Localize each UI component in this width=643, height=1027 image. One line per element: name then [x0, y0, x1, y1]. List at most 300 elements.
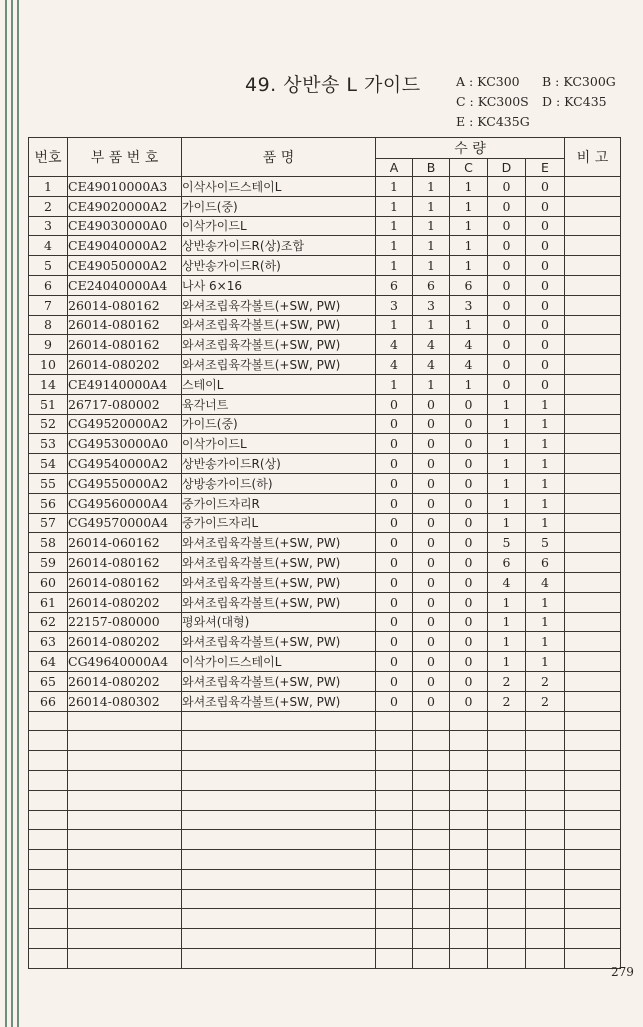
cell-qty-a: 1 — [376, 236, 413, 256]
model-legend-row — [456, 112, 641, 132]
cell-no: 3 — [29, 216, 68, 236]
cell-qty-b: 0 — [413, 691, 450, 711]
cell-qty-a: 1 — [376, 374, 413, 394]
table-row — [29, 473, 621, 493]
cell-remark — [565, 473, 621, 493]
cell-qty-c: 1 — [450, 177, 488, 197]
cell-no — [29, 810, 68, 830]
cell-part-no: CE49040000A2 — [68, 236, 182, 256]
cell-qty-c: 0 — [450, 652, 488, 672]
cell-part-no: CE49140000A4 — [68, 374, 182, 394]
table-row — [29, 335, 621, 355]
model-code: D : KC435 — [542, 94, 607, 109]
table-row — [29, 414, 621, 434]
cell-remark — [565, 394, 621, 414]
cell-qty-c: 0 — [450, 632, 488, 652]
table-row — [29, 216, 621, 236]
cell-remark — [565, 691, 621, 711]
cell-qty-b — [413, 830, 450, 850]
cell-name: 와셔조립육각볼트(+SW, PW) — [182, 592, 376, 612]
cell-qty-e — [526, 869, 565, 889]
cell-name: 스테이L — [182, 374, 376, 394]
cell-qty-c: 0 — [450, 454, 488, 474]
cell-qty-b: 0 — [413, 513, 450, 533]
cell-qty-d: 0 — [488, 374, 526, 394]
cell-remark — [565, 869, 621, 889]
cell-qty-c: 1 — [450, 196, 488, 216]
cell-qty-b: 0 — [413, 572, 450, 592]
cell-qty-b: 1 — [413, 216, 450, 236]
cell-qty-a: 0 — [376, 691, 413, 711]
cell-qty-e: 0 — [526, 355, 565, 375]
cell-remark — [565, 414, 621, 434]
cell-name — [182, 770, 376, 790]
table-row — [29, 315, 621, 335]
empty-row — [29, 929, 621, 949]
cell-qty-e: 1 — [526, 632, 565, 652]
cell-qty-d: 1 — [488, 394, 526, 414]
cell-qty-e: 1 — [526, 394, 565, 414]
cell-qty-e: 0 — [526, 374, 565, 394]
empty-row — [29, 790, 621, 810]
cell-name: 와셔조립육각볼트(+SW, PW) — [182, 355, 376, 375]
cell-qty-c — [450, 909, 488, 929]
cell-part-no — [68, 830, 182, 850]
table-row — [29, 177, 621, 197]
cell-no: 5 — [29, 256, 68, 276]
model-code: E : KC435G — [456, 114, 530, 129]
cell-remark — [565, 790, 621, 810]
cell-remark — [565, 355, 621, 375]
cell-qty-d: 1 — [488, 652, 526, 672]
cell-qty-d — [488, 770, 526, 790]
table-row — [29, 236, 621, 256]
cell-name: 와셔조립육각볼트(+SW, PW) — [182, 315, 376, 335]
cell-qty-e: 0 — [526, 177, 565, 197]
binding-line-2 — [11, 0, 13, 1027]
cell-qty-e: 0 — [526, 236, 565, 256]
cell-no: 6 — [29, 275, 68, 295]
cell-remark — [565, 572, 621, 592]
cell-qty-c: 4 — [450, 335, 488, 355]
cell-part-no — [68, 869, 182, 889]
cell-no: 54 — [29, 454, 68, 474]
cell-qty-e: 1 — [526, 592, 565, 612]
cell-qty-e — [526, 889, 565, 909]
table-row — [29, 256, 621, 276]
cell-name: 와셔조립육각볼트(+SW, PW) — [182, 632, 376, 652]
cell-qty-b: 1 — [413, 256, 450, 276]
cell-part-no: 26014-080162 — [68, 295, 182, 315]
cell-qty-c: 1 — [450, 236, 488, 256]
cell-part-no — [68, 909, 182, 929]
cell-name: 와셔조립육각볼트(+SW, PW) — [182, 671, 376, 691]
cell-remark — [565, 434, 621, 454]
table-row — [29, 612, 621, 632]
table-row — [29, 671, 621, 691]
cell-part-no: CE49020000A2 — [68, 196, 182, 216]
cell-no — [29, 850, 68, 870]
cell-part-no — [68, 850, 182, 870]
cell-qty-b: 4 — [413, 335, 450, 355]
table-row — [29, 493, 621, 513]
cell-qty-e: 6 — [526, 553, 565, 573]
cell-qty-d: 0 — [488, 275, 526, 295]
cell-part-no: CG49550000A2 — [68, 473, 182, 493]
cell-qty-b — [413, 850, 450, 870]
cell-qty-a: 4 — [376, 355, 413, 375]
cell-qty-b: 0 — [413, 414, 450, 434]
cell-qty-d: 0 — [488, 196, 526, 216]
model-code: C : KC300S — [456, 94, 529, 109]
table-row — [29, 691, 621, 711]
cell-name: 이삭가이드L — [182, 434, 376, 454]
cell-remark — [565, 850, 621, 870]
empty-row — [29, 850, 621, 870]
empty-row — [29, 869, 621, 889]
table-row — [29, 275, 621, 295]
cell-qty-d: 1 — [488, 513, 526, 533]
cell-no: 56 — [29, 493, 68, 513]
cell-qty-b: 0 — [413, 394, 450, 414]
table-row — [29, 355, 621, 375]
cell-no: 65 — [29, 671, 68, 691]
cell-qty-b: 0 — [413, 533, 450, 553]
model-legend-row — [456, 72, 641, 92]
cell-qty-d: 0 — [488, 315, 526, 335]
cell-qty-c: 4 — [450, 355, 488, 375]
cell-qty-a: 0 — [376, 553, 413, 573]
table-row — [29, 572, 621, 592]
cell-qty-c: 1 — [450, 256, 488, 276]
cell-qty-c — [450, 751, 488, 771]
model-legend — [456, 72, 641, 132]
cell-qty-b: 0 — [413, 493, 450, 513]
cell-no: 10 — [29, 355, 68, 375]
cell-no — [29, 711, 68, 731]
cell-part-no: 26014-080202 — [68, 632, 182, 652]
cell-qty-b — [413, 790, 450, 810]
cell-name — [182, 830, 376, 850]
header-col-d: D — [488, 159, 526, 177]
cell-qty-a — [376, 790, 413, 810]
cell-qty-a — [376, 810, 413, 830]
cell-part-no: CE49050000A2 — [68, 256, 182, 276]
cell-qty-b — [413, 810, 450, 830]
cell-qty-e — [526, 790, 565, 810]
cell-part-no: 26014-080162 — [68, 553, 182, 573]
empty-row — [29, 830, 621, 850]
cell-qty-c — [450, 949, 488, 969]
cell-qty-d: 1 — [488, 414, 526, 434]
cell-no: 9 — [29, 335, 68, 355]
cell-part-no: 26717-080002 — [68, 394, 182, 414]
cell-qty-a: 0 — [376, 652, 413, 672]
cell-qty-c: 1 — [450, 216, 488, 236]
cell-qty-a — [376, 751, 413, 771]
cell-no: 8 — [29, 315, 68, 335]
empty-row — [29, 751, 621, 771]
cell-part-no: 26014-080302 — [68, 691, 182, 711]
cell-qty-d: 1 — [488, 592, 526, 612]
cell-remark — [565, 810, 621, 830]
cell-name — [182, 731, 376, 751]
cell-name: 와셔조립육각볼트(+SW, PW) — [182, 572, 376, 592]
cell-qty-b: 0 — [413, 612, 450, 632]
cell-qty-b: 0 — [413, 652, 450, 672]
cell-name — [182, 949, 376, 969]
cell-remark — [565, 632, 621, 652]
cell-qty-e: 0 — [526, 335, 565, 355]
cell-qty-e: 0 — [526, 256, 565, 276]
cell-qty-e: 0 — [526, 216, 565, 236]
cell-qty-e: 2 — [526, 691, 565, 711]
cell-qty-d: 0 — [488, 177, 526, 197]
cell-part-no: CG49570000A4 — [68, 513, 182, 533]
cell-no — [29, 869, 68, 889]
cell-part-no: CG49640000A4 — [68, 652, 182, 672]
cell-remark — [565, 236, 621, 256]
cell-remark — [565, 652, 621, 672]
table-row — [29, 513, 621, 533]
cell-qty-d: 1 — [488, 434, 526, 454]
page-number: 279 — [611, 965, 634, 979]
cell-qty-a — [376, 909, 413, 929]
cell-qty-d: 1 — [488, 493, 526, 513]
cell-qty-a: 0 — [376, 572, 413, 592]
cell-qty-e: 0 — [526, 275, 565, 295]
cell-qty-d — [488, 830, 526, 850]
cell-remark — [565, 553, 621, 573]
cell-qty-a: 1 — [376, 216, 413, 236]
cell-part-no: 26014-080202 — [68, 671, 182, 691]
header-row — [29, 138, 621, 159]
cell-qty-b: 6 — [413, 275, 450, 295]
cell-qty-c: 0 — [450, 553, 488, 573]
cell-qty-c: 0 — [450, 394, 488, 414]
cell-no: 58 — [29, 533, 68, 553]
cell-part-no: CE49010000A3 — [68, 177, 182, 197]
cell-qty-b — [413, 751, 450, 771]
cell-name: 와셔조립육각볼트(+SW, PW) — [182, 533, 376, 553]
cell-qty-e: 1 — [526, 612, 565, 632]
cell-part-no — [68, 711, 182, 731]
cell-no — [29, 909, 68, 929]
cell-qty-e: 5 — [526, 533, 565, 553]
cell-qty-e — [526, 909, 565, 929]
cell-qty-d — [488, 869, 526, 889]
table-row — [29, 196, 621, 216]
cell-name — [182, 850, 376, 870]
cell-no: 64 — [29, 652, 68, 672]
cell-no — [29, 830, 68, 850]
cell-qty-a — [376, 731, 413, 751]
cell-part-no: 26014-080202 — [68, 592, 182, 612]
cell-remark — [565, 671, 621, 691]
cell-no — [29, 949, 68, 969]
cell-name: 중가이드자리L — [182, 513, 376, 533]
cell-remark — [565, 216, 621, 236]
cell-remark — [565, 909, 621, 929]
cell-qty-c: 1 — [450, 315, 488, 335]
cell-qty-a: 0 — [376, 513, 413, 533]
cell-part-no — [68, 889, 182, 909]
cell-no: 1 — [29, 177, 68, 197]
cell-qty-c: 0 — [450, 493, 488, 513]
empty-row — [29, 949, 621, 969]
cell-remark — [565, 196, 621, 216]
cell-name: 상반송가이드R(상)조합 — [182, 236, 376, 256]
cell-qty-c: 0 — [450, 533, 488, 553]
header-col-b: B — [413, 159, 450, 177]
cell-no: 66 — [29, 691, 68, 711]
cell-name — [182, 751, 376, 771]
cell-part-no: 26014-060162 — [68, 533, 182, 553]
cell-name — [182, 889, 376, 909]
cell-qty-a — [376, 889, 413, 909]
cell-name: 평와셔(대형) — [182, 612, 376, 632]
cell-qty-d — [488, 929, 526, 949]
cell-no: 52 — [29, 414, 68, 434]
cell-remark — [565, 770, 621, 790]
cell-remark — [565, 315, 621, 335]
model-legend-row — [456, 92, 641, 112]
cell-part-no: 22157-080000 — [68, 612, 182, 632]
cell-name — [182, 810, 376, 830]
cell-no: 57 — [29, 513, 68, 533]
cell-qty-c — [450, 711, 488, 731]
cell-name: 이삭가이드스테이L — [182, 652, 376, 672]
cell-qty-c: 0 — [450, 473, 488, 493]
cell-qty-a — [376, 830, 413, 850]
cell-qty-a: 1 — [376, 256, 413, 276]
cell-name — [182, 869, 376, 889]
binding-line-1 — [5, 0, 7, 1027]
cell-qty-b — [413, 889, 450, 909]
empty-row — [29, 810, 621, 830]
cell-remark — [565, 533, 621, 553]
cell-name: 가이드(중) — [182, 414, 376, 434]
cell-part-no: 26014-080162 — [68, 315, 182, 335]
cell-qty-e — [526, 949, 565, 969]
cell-no: 62 — [29, 612, 68, 632]
cell-qty-d — [488, 751, 526, 771]
cell-no: 55 — [29, 473, 68, 493]
table-row — [29, 394, 621, 414]
cell-qty-d: 4 — [488, 572, 526, 592]
header-part-no: 부 품 번 호 — [68, 138, 182, 177]
cell-qty-d: 0 — [488, 335, 526, 355]
cell-qty-c: 0 — [450, 572, 488, 592]
cell-qty-e: 1 — [526, 414, 565, 434]
header-remark: 비 고 — [565, 138, 621, 177]
cell-qty-e: 0 — [526, 315, 565, 335]
cell-remark — [565, 612, 621, 632]
cell-no: 59 — [29, 553, 68, 573]
cell-name — [182, 909, 376, 929]
cell-qty-b: 0 — [413, 454, 450, 474]
cell-qty-c — [450, 929, 488, 949]
cell-name: 와셔조립육각볼트(+SW, PW) — [182, 553, 376, 573]
cell-qty-d — [488, 711, 526, 731]
header-col-e: E — [526, 159, 565, 177]
model-code: B : KC300G — [542, 74, 616, 89]
cell-name: 상반송가이드R(하) — [182, 256, 376, 276]
cell-remark — [565, 513, 621, 533]
cell-qty-d: 1 — [488, 473, 526, 493]
cell-part-no — [68, 949, 182, 969]
cell-qty-c: 0 — [450, 671, 488, 691]
table-row — [29, 652, 621, 672]
cell-qty-c: 0 — [450, 513, 488, 533]
cell-part-no: CG49520000A2 — [68, 414, 182, 434]
cell-remark — [565, 731, 621, 751]
cell-name: 와셔조립육각볼트(+SW, PW) — [182, 691, 376, 711]
cell-remark — [565, 177, 621, 197]
cell-qty-a — [376, 869, 413, 889]
cell-qty-b: 1 — [413, 374, 450, 394]
cell-part-no: 26014-080202 — [68, 355, 182, 375]
cell-name: 상반송가이드R(상) — [182, 454, 376, 474]
cell-name: 와셔조립육각볼트(+SW, PW) — [182, 335, 376, 355]
cell-qty-b: 0 — [413, 592, 450, 612]
cell-name: 중가이드자리R — [182, 493, 376, 513]
cell-qty-b: 0 — [413, 553, 450, 573]
cell-no: 61 — [29, 592, 68, 612]
header-name: 품 명 — [182, 138, 376, 177]
cell-qty-d: 0 — [488, 295, 526, 315]
cell-qty-a: 0 — [376, 612, 413, 632]
cell-qty-b — [413, 929, 450, 949]
table-row — [29, 434, 621, 454]
cell-qty-e: 1 — [526, 473, 565, 493]
cell-qty-e: 0 — [526, 196, 565, 216]
cell-no: 51 — [29, 394, 68, 414]
cell-qty-a: 0 — [376, 533, 413, 553]
empty-row — [29, 889, 621, 909]
cell-qty-a: 1 — [376, 177, 413, 197]
cell-qty-c — [450, 731, 488, 751]
cell-qty-c: 6 — [450, 275, 488, 295]
cell-qty-b — [413, 770, 450, 790]
cell-no: 14 — [29, 374, 68, 394]
cell-qty-d — [488, 790, 526, 810]
cell-qty-e — [526, 929, 565, 949]
cell-qty-a: 0 — [376, 414, 413, 434]
cell-qty-c — [450, 889, 488, 909]
cell-qty-d: 5 — [488, 533, 526, 553]
cell-part-no — [68, 790, 182, 810]
cell-qty-e: 1 — [526, 652, 565, 672]
header-qty: 수 량 — [376, 138, 565, 159]
table-row — [29, 533, 621, 553]
cell-qty-b: 4 — [413, 355, 450, 375]
cell-qty-a: 6 — [376, 275, 413, 295]
cell-qty-a: 0 — [376, 493, 413, 513]
cell-qty-d — [488, 909, 526, 929]
cell-qty-d: 1 — [488, 454, 526, 474]
header-col-c: C — [450, 159, 488, 177]
cell-qty-c: 0 — [450, 414, 488, 434]
cell-no: 4 — [29, 236, 68, 256]
model-code: A : KC300 — [456, 74, 520, 89]
cell-qty-d: 2 — [488, 691, 526, 711]
cell-qty-c: 0 — [450, 612, 488, 632]
cell-name: 상방송가이드(하) — [182, 473, 376, 493]
cell-qty-a — [376, 770, 413, 790]
binding-line-3 — [17, 0, 19, 1027]
cell-qty-c — [450, 770, 488, 790]
